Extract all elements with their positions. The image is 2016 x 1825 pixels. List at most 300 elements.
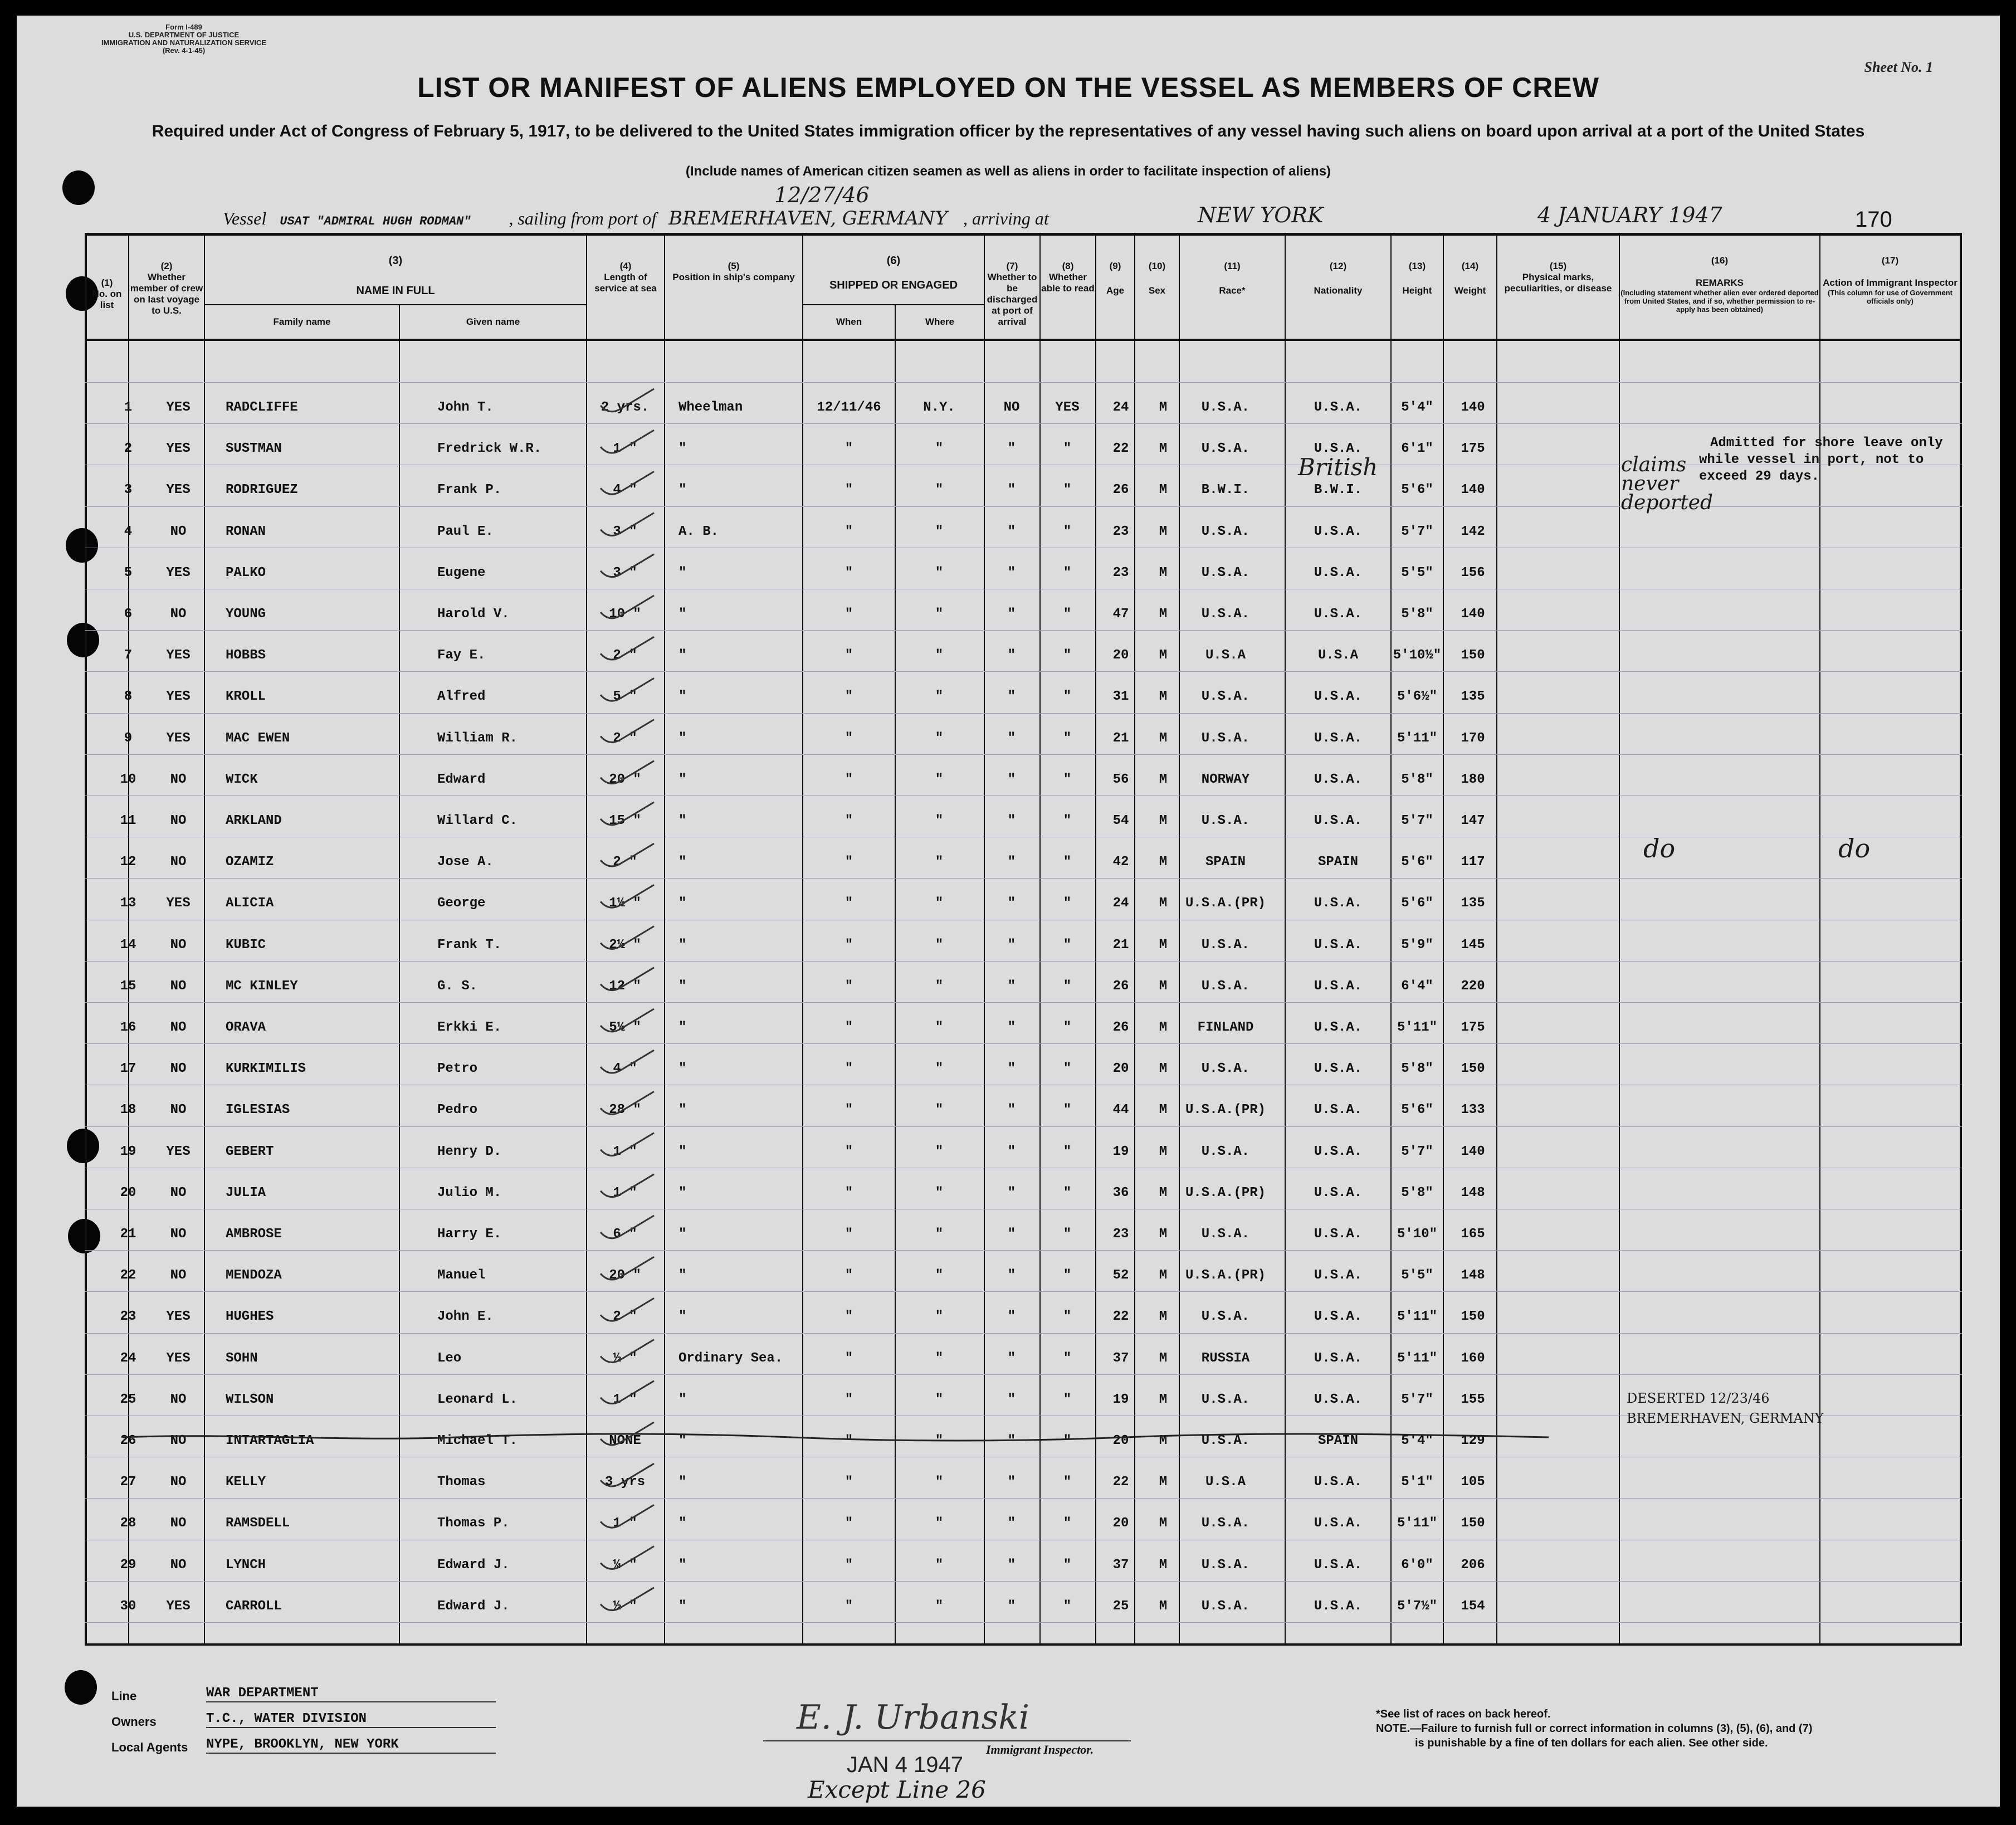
nationality: SPAIN [1317,855,1359,870]
punch-hole [65,1670,97,1705]
service-checkmark [601,1546,654,1569]
shipped-when: " [845,937,853,953]
sex: M [1159,772,1168,787]
nationality: U.S.A. [1314,565,1363,580]
owners-underline [206,1727,496,1728]
age: 42 [1112,855,1129,870]
race: U.S.A.(PR) [1185,896,1266,911]
given-name: Thomas [437,1475,486,1490]
service-checkmark [601,1050,654,1073]
previous-voyage: YES [166,1598,191,1614]
row-number: 28 [120,1516,136,1531]
agents-underline [206,1753,496,1754]
height: 5'5" [1401,1268,1433,1284]
discharged: " [1007,772,1016,787]
service-length: 2 yrs. [601,400,650,415]
nationality: U.S.A. [1314,978,1363,994]
able-to-read: " [1063,689,1072,705]
shipped-subheader-rule [802,304,985,305]
table-right-border [1960,233,1962,1646]
ruled-line [85,1043,1962,1044]
race: U.S.A. [1201,441,1250,457]
position: " [678,1516,687,1531]
age: 37 [1112,1350,1129,1366]
service-length: 6 " [613,1227,637,1242]
row-number: 7 [124,648,133,663]
sex: M [1159,1185,1168,1201]
shipped-where: " [935,1433,944,1448]
punch-hole [62,170,95,205]
name-subheader-rule [204,304,587,305]
family-name: IGLESIAS [226,1102,290,1118]
race: U.S.A. [1201,978,1250,994]
service-length: 20 " [609,772,641,787]
service-checkmark [601,761,654,784]
family-name-header: Family name [273,316,331,327]
race: U.S.A. [1201,1433,1250,1448]
able-to-read: " [1063,607,1072,622]
family-name: LYNCH [226,1557,266,1573]
given-name: Paul E. [437,524,494,539]
vessel-label: Vessel [223,208,267,228]
position: " [678,648,687,663]
service-checkmark [601,1505,654,1528]
weight: 145 [1461,937,1485,953]
race: U.S.A. [1201,524,1250,539]
weight: 165 [1461,1227,1485,1242]
sex: M [1159,1475,1168,1490]
position: " [678,1185,687,1201]
weight: 180 [1461,772,1485,787]
able-to-read: " [1063,978,1072,994]
ruled-line [85,382,1962,383]
col1-header: (1) No. on list [92,277,122,310]
row-number: 20 [120,1185,136,1201]
family-name: RADCLIFFE [226,400,298,415]
age: 52 [1112,1268,1129,1284]
form-number: Form I-489 [165,23,202,31]
nationality: U.S.A. [1314,607,1363,622]
shipped-when: " [845,1392,853,1407]
nationality: U.S.A. [1314,1185,1363,1201]
race: U.S.A. [1201,1227,1250,1242]
owners-value: T.C., WATER DIVISION [206,1711,367,1726]
except-note: Except Line 26 [808,1776,986,1803]
age: 20 [1112,1433,1129,1448]
weight: 156 [1461,565,1485,580]
age: 20 [1112,648,1129,663]
discharged: " [1007,1433,1016,1448]
table-left-border [85,233,87,1646]
given-name: Leonard L. [437,1392,518,1407]
age: 44 [1112,1102,1129,1118]
position: " [678,1102,687,1118]
position: " [678,813,687,828]
given-name: Edward J. [437,1598,510,1614]
race: U.S.A. [1201,689,1250,705]
service-length: 15 " [609,813,641,828]
shipped-when: 12/11/46 [817,400,881,415]
age: 22 [1112,1475,1129,1490]
shipped-where: " [935,1268,944,1284]
signature-underline [763,1740,1131,1741]
race: U.S.A. [1201,1144,1250,1159]
able-to-read: " [1063,1144,1072,1159]
discharged: " [1007,1392,1016,1407]
shipped-where: " [935,1061,944,1077]
discharged: " [1007,1268,1016,1284]
service-checkmark [601,1463,654,1486]
race: U.S.A. [1201,607,1250,622]
previous-voyage: NO [170,1020,187,1035]
service-checkmark [601,637,654,660]
remark-ditto: do [1643,833,1676,863]
nationality: U.S.A. [1314,813,1363,828]
height: 5'5" [1401,565,1433,580]
height: 5'6" [1401,896,1433,911]
discharged: " [1007,607,1016,622]
height: 5'7" [1401,524,1433,539]
shipped-when: " [845,1433,853,1448]
shipped-when: " [845,730,853,746]
previous-voyage: NO [170,1557,187,1573]
page-title: LIST OR MANIFEST OF ALIENS EMPLOYED ON THE VESSEL AS MEMBERS OF CREW [417,72,1599,103]
nationality: U.S.A. [1314,1350,1363,1366]
weight: 148 [1461,1268,1485,1284]
sex: M [1159,855,1168,870]
given-name: George [437,896,486,911]
family-name: YOUNG [226,607,266,622]
sex: M [1159,1350,1168,1366]
age: 54 [1112,813,1129,828]
height: 5'1" [1401,1475,1433,1490]
family-name: RAMSDELL [226,1516,290,1531]
given-name: Willard C. [437,813,518,828]
shipped-when: " [845,441,853,457]
weight: 150 [1461,1061,1485,1077]
position: A. B. [678,524,719,539]
previous-voyage: YES [166,1350,191,1366]
ruled-line [85,1333,1962,1334]
form-service: IMMIGRATION AND NATURALIZATION SERVICE [101,38,267,47]
col7-header: (7) Whether to be discharged at port of arrival [987,261,1038,327]
service-checkmark [601,1174,654,1197]
fine-note-line2: is punishable by a fine of ten dollars for each alien. See other side. [1415,1737,1768,1749]
able-to-read: " [1063,524,1072,539]
shipped-when: " [845,1185,853,1201]
family-name: HUGHES [226,1309,274,1325]
height: 5'8" [1401,1185,1433,1201]
position: " [678,1061,687,1077]
position: " [678,1475,687,1490]
given-name: Erkki E. [437,1020,502,1035]
able-to-read: " [1063,937,1072,953]
nationality: U.S.A. [1314,1020,1363,1035]
punch-hole [66,528,98,563]
weight: 135 [1461,689,1485,705]
nationality: U.S.A. [1314,1227,1363,1242]
height: 5'8" [1401,1061,1433,1077]
service-length: 1 " [613,1185,637,1201]
shipped-where: " [935,730,944,746]
age: 37 [1112,1557,1129,1573]
form-department: U.S. DEPARTMENT OF JUSTICE [128,31,240,39]
race: U.S.A [1205,1475,1246,1490]
row-number: 16 [120,1020,136,1035]
position: " [678,1433,687,1448]
position: " [678,607,687,622]
sex: M [1159,978,1168,994]
position: " [678,855,687,870]
inspector-label: Immigrant Inspector. [986,1743,1094,1756]
row-number: 25 [120,1392,136,1407]
weight: 150 [1461,1516,1485,1531]
shipped-when: " [845,1268,853,1284]
able-to-read: " [1063,1268,1072,1284]
discharged: " [1007,1102,1016,1118]
manifest-sheet [17,16,2000,1807]
row-number: 30 [120,1598,136,1614]
given-name: Edward J. [437,1557,510,1573]
height: 6'4" [1401,978,1433,994]
position: " [678,1598,687,1614]
previous-voyage: NO [170,1061,187,1077]
row-number: 10 [120,772,136,787]
position: " [678,1227,687,1242]
shipped-where: " [935,813,944,828]
sex: M [1159,482,1168,498]
service-length: 20 " [609,1268,641,1284]
discharged: " [1007,978,1016,994]
form-revision: (Rev. 4-1-45) [162,46,206,55]
ruled-line [85,713,1962,714]
position: " [678,1268,687,1284]
shipped-when: " [845,1598,853,1614]
position: Wheelman [678,400,743,415]
sailing-date: 12/27/46 [774,183,870,207]
shipped-where: " [935,937,944,953]
family-name: SUSTMAN [226,441,282,457]
line-26-strikethrough [123,1431,1549,1444]
discharged: " [1007,1475,1016,1490]
weight: 150 [1461,1309,1485,1325]
shipped-where: " [935,1350,944,1366]
col17-header: (17) Action of Immigrant Inspector (This column for use of Government officials only) [1823,255,1958,305]
service-checkmarks [598,361,665,1642]
row-number: 29 [120,1557,136,1573]
service-checkmark [601,802,654,825]
race: U.S.A.(PR) [1185,1102,1266,1118]
shipped-where: " [935,1102,944,1118]
shipped-when: " [845,1227,853,1242]
service-checkmark [601,1009,654,1032]
weight: 154 [1461,1598,1485,1614]
row-number: 15 [120,978,136,994]
sex: M [1159,1061,1168,1077]
previous-voyage: NO [170,1268,187,1284]
position: " [678,772,687,787]
vessel-line [223,207,1049,230]
ruled-line [85,1622,1962,1623]
shipped-when: " [845,855,853,870]
position: " [678,441,687,457]
discharged: " [1007,482,1016,498]
able-to-read: " [1063,648,1072,663]
sex: M [1159,1433,1168,1448]
line-label: Line [111,1689,137,1703]
age: 20 [1112,1516,1129,1531]
nationality: U.S.A. [1314,1144,1363,1159]
shipped-when: " [845,565,853,580]
height: 5'7" [1401,1392,1433,1407]
shipped-when: " [845,1061,853,1077]
table-top-border [85,233,1962,236]
previous-voyage: NO [170,1102,187,1118]
shipped-where: " [935,1227,944,1242]
discharged: " [1007,937,1016,953]
table-bottom-border [85,1643,1962,1646]
able-to-read: " [1063,482,1072,498]
discharged: " [1007,1061,1016,1077]
service-length: 1½ " [609,896,641,911]
row-number: 14 [120,937,136,953]
col14-header: (14) Weight [1454,261,1486,296]
col2-header: (2) Whether member of crew on last voyage to U.S. [130,261,203,316]
age: 26 [1112,1020,1129,1035]
service-checkmark [601,1381,654,1404]
given-name: Fay E. [437,648,486,663]
shipped-where: " [935,689,944,705]
col8-header: (8) Whether able to read [1041,261,1095,294]
nationality: U.S.A. [1314,1392,1363,1407]
race: U.S.A. [1201,1557,1250,1573]
nationality: U.S.A. [1314,400,1363,415]
punch-hole [68,1219,100,1253]
previous-voyage: YES [166,1144,191,1159]
height: 5'4" [1401,400,1433,415]
shipped-when: " [845,1020,853,1035]
service-checkmark [601,843,654,866]
shipped-when: " [845,1557,853,1573]
col6-header: (6) SHIPPED OR ENGAGED [829,255,958,291]
discharged: " [1007,689,1016,705]
sex: M [1159,937,1168,953]
form-reference [100,23,267,55]
remark-admitted-line3: exceed 29 days. [1699,469,1820,484]
race: RUSSIA [1201,1350,1250,1366]
height: 5'11" [1397,730,1438,746]
remark-deserted-date: DESERTED 12/23/46 [1627,1390,1770,1406]
position: " [678,978,687,994]
given-name: Leo [437,1350,462,1366]
discharged: " [1007,1020,1016,1035]
shipped-when: " [845,1516,853,1531]
row-number: 2 [124,441,133,457]
weight: 140 [1461,607,1485,622]
age: 23 [1112,1227,1129,1242]
shipped-where: " [935,607,944,622]
ruled-line [85,1498,1962,1499]
race: U.S.A. [1201,1061,1250,1077]
able-to-read: " [1063,1392,1072,1407]
height: 5'8" [1401,607,1433,622]
shipped-when: " [845,689,853,705]
family-name: AMBROSE [226,1227,282,1242]
race: NORWAY [1201,772,1250,787]
previous-voyage: NO [170,1433,187,1448]
given-name: Harold V. [437,607,510,622]
service-checkmark [601,596,654,618]
given-name: Fredrick W.R. [437,441,542,457]
service-length: 5 " [613,689,637,705]
family-name: PALKO [226,565,266,580]
service-checkmark [601,720,654,743]
shipped-where: " [935,482,944,498]
remark-admitted-line2: while vessel in port, not to [1699,452,1924,467]
row-number: 24 [120,1350,136,1366]
ruled-line [85,1581,1962,1582]
col13-header: (13) Height [1402,261,1432,296]
sex: M [1159,689,1168,705]
position: " [678,689,687,705]
agents-value: NYPE, BROOKLYN, NEW YORK [206,1737,399,1752]
nationality: U.S.A. [1314,524,1363,539]
race: U.S.A.(PR) [1185,1268,1266,1284]
sex: M [1159,648,1168,663]
able-to-read: " [1063,1102,1072,1118]
service-length: 2 " [613,730,637,746]
fine-note-line1: NOTE.—Failure to furnish full or correct information in columns (3), (5), (6), and (7) [1376,1722,1813,1735]
ruled-line [85,671,1962,672]
sex: M [1159,1102,1168,1118]
family-name: RODRIGUEZ [226,482,298,498]
previous-voyage: YES [166,441,191,457]
family-name: KUBIC [226,937,266,953]
nationality: U.S.A. [1314,441,1363,457]
able-to-read: " [1063,730,1072,746]
able-to-read: " [1063,772,1072,787]
family-name: GEBERT [226,1144,274,1159]
service-length: ½ " [613,1598,637,1614]
agents-label: Local Agents [111,1740,188,1754]
family-name: ORAVA [226,1020,266,1035]
sex: M [1159,813,1168,828]
row-number: 22 [120,1268,136,1284]
nationality: U.S.A. [1314,1598,1363,1614]
given-name: G. S. [437,978,478,994]
shipped-where: " [935,1475,944,1490]
discharged: " [1007,565,1016,580]
previous-voyage: YES [166,896,191,911]
ruled-line [85,423,1962,424]
shipped-where: " [935,855,944,870]
when-header: When [836,316,862,327]
row-number: 19 [120,1144,136,1159]
row-number: 5 [124,565,133,580]
service-checkmark [601,678,654,701]
family-name: OZAMIZ [226,855,274,870]
able-to-read: " [1063,1350,1072,1366]
sex: M [1159,607,1168,622]
able-to-read: " [1063,1020,1072,1035]
race: U.S.A. [1201,1598,1250,1614]
height: 5'10" [1397,1227,1438,1242]
remark-deserted-place: BREMERHAVEN, GERMANY [1627,1411,1824,1426]
family-name: MENDOZA [226,1268,282,1284]
col3-header: (3) NAME IN FULL [356,255,435,297]
col4-header: (4) Length of service at sea [594,261,657,294]
family-name: ALICIA [226,896,274,911]
